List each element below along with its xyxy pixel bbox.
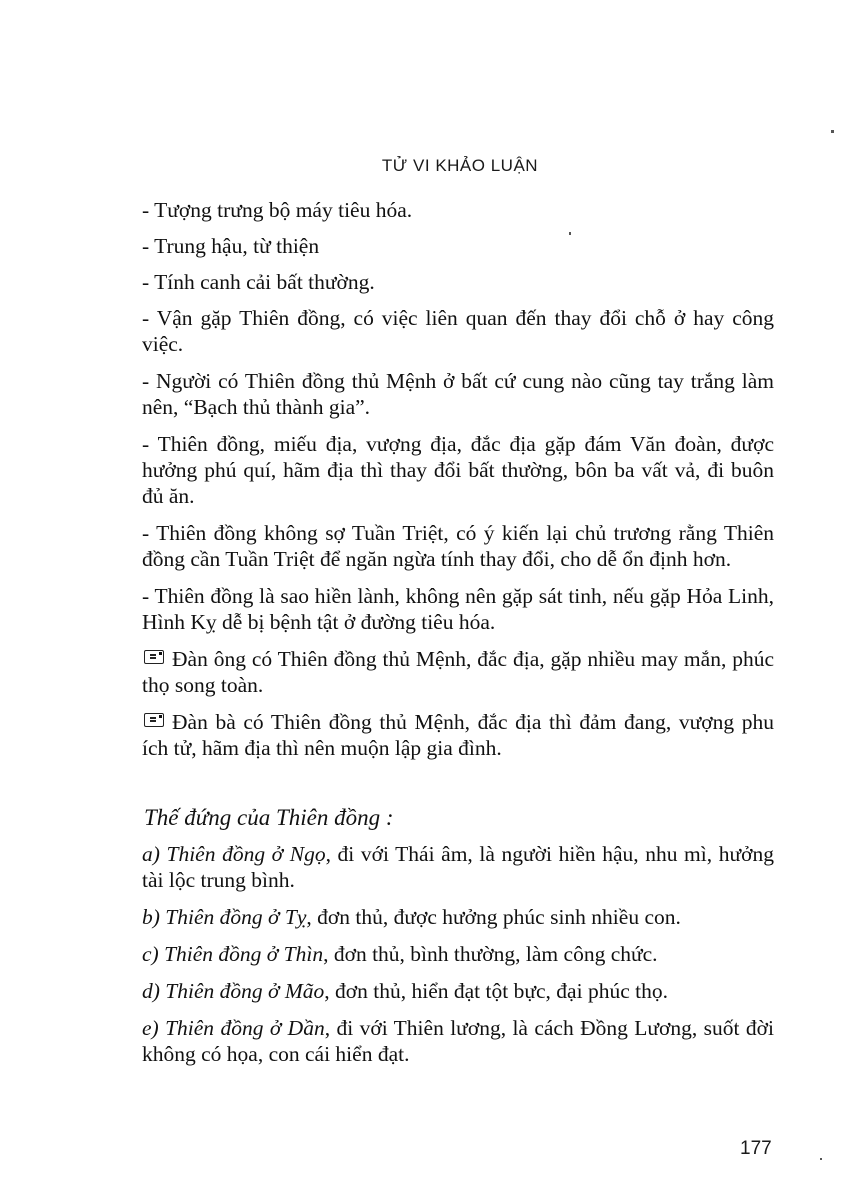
page-body xyxy=(142,197,774,1078)
page-number: 177 xyxy=(740,1138,772,1159)
note-women-text: Đàn bà có Thiên đồng thủ Mệnh, đắc địa thì đảm đang, vượng phu ích tử, hãm địa thì nên muộn lập gia đình. xyxy=(142,710,774,760)
variant-lead: d) Thiên đồng ở Mão xyxy=(142,979,325,1003)
variant-text: , đi với Thiên lương, là cách Đồng Lương, suốt đời không có họa, con cái hiển đạt. xyxy=(142,1016,774,1066)
scan-speck xyxy=(820,1158,822,1160)
paragraph-change: - Tính canh cải bất thường. xyxy=(142,270,375,294)
variant-thin xyxy=(142,941,774,967)
paragraph-gentle-star: - Thiên đồng là sao hiền lành, không nên gặp sát tinh, nếu gặp Hỏa Linh, Hình Kỵ dễ bị bệnh tật ở đường tiêu hóa. xyxy=(142,584,774,634)
variant-lead: e) Thiên đồng ở Dần xyxy=(142,1016,325,1040)
paragraph-tuan-triet: - Thiên đồng không sợ Tuần Triệt, có ý kiến lại chủ trương rằng Thiên đồng cần Tuần Triệt để ngăn ngừa tính thay đổi, cho dễ ổn định hơn. xyxy=(142,521,774,571)
paragraph-digestive: - Tượng trưng bộ máy tiêu hóa. xyxy=(142,198,413,222)
variant-dan xyxy=(142,1015,774,1067)
note-box-icon xyxy=(144,650,164,664)
variant-lead: b) Thiên đồng ở Tỵ xyxy=(142,905,307,929)
paragraph-self-made: - Người có Thiên đồng thủ Mệnh ở bất cứ cung nào cũng tay trắng làm nên, “Bạch thủ thành gia”. xyxy=(142,369,774,419)
paragraph-kindness: - Trung hậu, từ thiện xyxy=(142,234,320,258)
paragraph-fortune: - Vận gặp Thiên đồng, có việc liên quan đến thay đổi chỗ ở hay công việc. xyxy=(142,306,774,356)
paragraph-positions: - Thiên đồng, miếu địa, vượng địa, đắc địa gặp đám Văn đoàn, được hưởng phú quí, hãm địa thì thay đổi bất thường, bôn ba vất vả, đi buôn đủ ăn. xyxy=(142,432,774,508)
scan-speck xyxy=(831,130,834,133)
variant-text: , đơn thủ, được hưởng phúc sinh nhiều con. xyxy=(306,905,681,929)
variant-ngo xyxy=(142,841,774,893)
variant-lead: c) Thiên đồng ở Thìn xyxy=(142,942,324,966)
note-men-text: Đàn ông có Thiên đồng thủ Mệnh, đắc địa, gặp nhiều may mắn, phúc thọ song toàn. xyxy=(142,647,774,697)
variant-text: , đơn thủ, bình thường, làm công chức. xyxy=(323,942,658,966)
variant-ty xyxy=(142,904,774,930)
running-header: TỬ VI KHẢO LUẬN xyxy=(381,156,539,175)
section-title: Thế đứng của Thiên đồng : xyxy=(144,805,394,830)
variant-mao xyxy=(142,978,774,1004)
variant-text: , đơn thủ, hiển đạt tột bực, đại phúc thọ. xyxy=(324,979,668,1003)
note-box-icon xyxy=(144,713,164,727)
scan-speck xyxy=(569,232,571,235)
note-women xyxy=(142,709,774,761)
note-men xyxy=(142,646,774,698)
variant-lead: a) Thiên đồng ở Ngọ xyxy=(142,842,326,866)
variant-text: , đi với Thái âm, là người hiền hậu, nhu mì, hưởng tài lộc trung bình. xyxy=(142,842,774,892)
